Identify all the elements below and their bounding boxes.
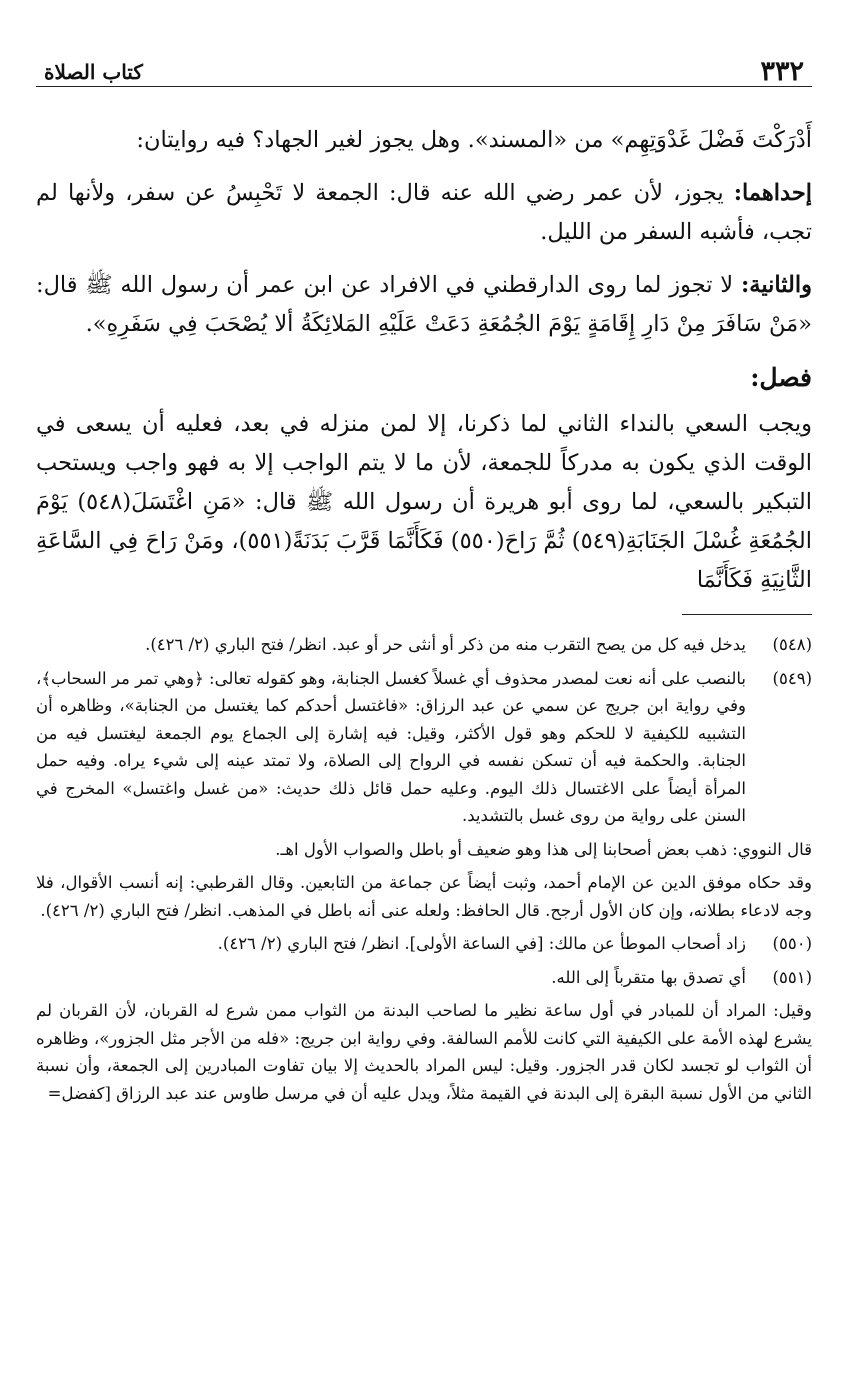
section-heading: فصل: [750,363,812,392]
footnote-separator [682,614,812,615]
footnote-550 [36,930,812,958]
page-number: ٣٣٢ [760,56,804,87]
footnote-549 [36,665,812,830]
paragraph-1: أَدْرَكْتَ فَضْلَ غَدْوَتِهِم» من «المسند». وهل يجوز لغير الجهاد؟ فيه روايتان: [136,127,812,153]
footnote-551-continuation: وقيل: المراد أن للمبادر في أول ساعة نظير ما لصاحب البدنة من الثواب ممن شرع له القربان، لأن القربان لم يشرع لهذه الأمة على الكيفية التي كانت للأمم السالفة. وفي رواية ابن جريج: «فله من الأجر مثل الجزور»، وظاهره أن الثواب لو تجسد لكان قدر الجزور. وقيل: ليس المراد بالحديث إلا بيان تفاوت المبادرين إلى الجمعة، وأن نسبة الثاني من الأول نسبة البقرة إلى البدنة في القيمة مثلاً، ويدل عليه أن في مرسل طاوس عند عبد الرزاق [كفضل= [36,1001,812,1103]
footnote-text: بالنصب على أنه نعت لمصدر محذوف أي غسلاً كغسل الجنابة، وهو كقوله تعالى: ﴿وهي تمر مر السحاب﴾، وفي رواية ابن جريج عن سمي عن عبد الرزاق: «فاغتسل أحدكم كما يغتسل من الجنابة»، وظاهره أن التشبيه للكيفية لا للحكم وهو قول الأكثر، وقيل: فيه إشارة إلى الجماع يوم الجمعة ليغتسل فيه من الجنابة. والحكمة فيه أن تسكن نفسه في الرواح إلى الصلاة، ولا تمتد عينه إلى شيء يراه. وفيه حمل المرأة أيضاً على الاغتسال ذلك اليوم. وعليه حمل قائل ذلك حديث: «من غسل واغتسل» المخرج في السنن على رواية من روى غسل بالتشديد. [36,668,746,825]
footnote-549-continuation-2: وقد حكاه موفق الدين عن الإمام أحمد، وثبت أيضاً عن جماعة من التابعين. وقال القرطبي: إنه أنسب الأقوال، فلا وجه لادعاء بطلانه، وإن كان الأول أرجح. قال الحافظ: ولعله عنى أنه باطل في المذهب. انظر/ فتح الباري (٢/ ٤٢٦). [36,873,812,920]
footnote-549-continuation-1: قال النووي: ذهب بعض أصحابنا إلى هذا وهو ضعيف أو باطل والصواب الأول اهـ. [275,839,812,859]
footnote-text: زاد أصحاب الموطأ عن مالك: [في الساعة الأولى]. انظر/ فتح الباري (٢/ ٤٢٦). [217,934,746,953]
book-page [36,48,812,1113]
paragraph-3 [36,266,812,344]
footnote-number: (٥٥٠) [772,934,812,953]
paragraph-3-text: لا تجوز لما روى الدارقطني في الافراد عن ابن عمر أن رسول الله ﷺ قال: «مَنْ سَافَرَ مِنْ دَارِ إِقَامَةٍ يَوْمَ الجُمُعَةِ دَعَتْ عَلَيْهِ المَلائِكَةُ ألا يُصْحَبَ فِي سَفَرِهِ». [36,272,812,337]
book-title: كتاب الصلاة [44,60,143,84]
paragraph-4: ويجب السعي بالنداء الثاني لما ذكرنا، إلا لمن منزله في بعد، فعليه أن يسعى في الوقت الذي يكون به مدركاً للجمعة، لأن ما لا يتم الواجب إلا به فهو واجب ويستحب التبكير بالسعي، لما روى أبو هريرة أن رسول الله ﷺ قال: «مَنِ اغْتَسَلَ(٥٤٨) يَوْمَ الجُمُعَةِ غُسْلَ الجَنَابَةِ(٥٤٩) ثُمَّ رَاحَ(٥٥٠) فَكَأَنَّمَا قَرَّبَ بَدَنَةً(٥٥١)، ومَنْ رَاحَ فِي السَّاعَةِ الثَّانِيَةِ فَكَأَنَّمَا [36,411,813,593]
paragraph-2-text: يجوز، لأن عمر رضي الله عنه قال: الجمعة لا تَحْبِسُ عن سفر، ولأنها لم تجب، فأشبه السفر من الليل. [36,180,812,245]
page-header [36,48,812,87]
footnote-number: (٥٤٩) [772,668,812,688]
footnote-number: (٥٤٨) [772,635,812,654]
footnote-548 [36,631,812,659]
paragraph-3-lead: والثانية: [740,272,812,298]
footnote-551 [36,964,812,992]
footnotes [36,631,812,1107]
main-text [36,121,812,600]
footnote-number: (٥٥١) [772,967,812,987]
paragraph-2-lead: إحداهما: [733,180,812,206]
paragraph-2 [36,174,812,252]
footnote-text: يدخل فيه كل من يصح التقرب منه من ذكر أو أنثى حر أو عبد. انظر/ فتح الباري (٢/ ٤٢٦). [145,635,746,654]
footnote-text: أي تصدق بها متقرباً إلى الله. [551,967,746,987]
